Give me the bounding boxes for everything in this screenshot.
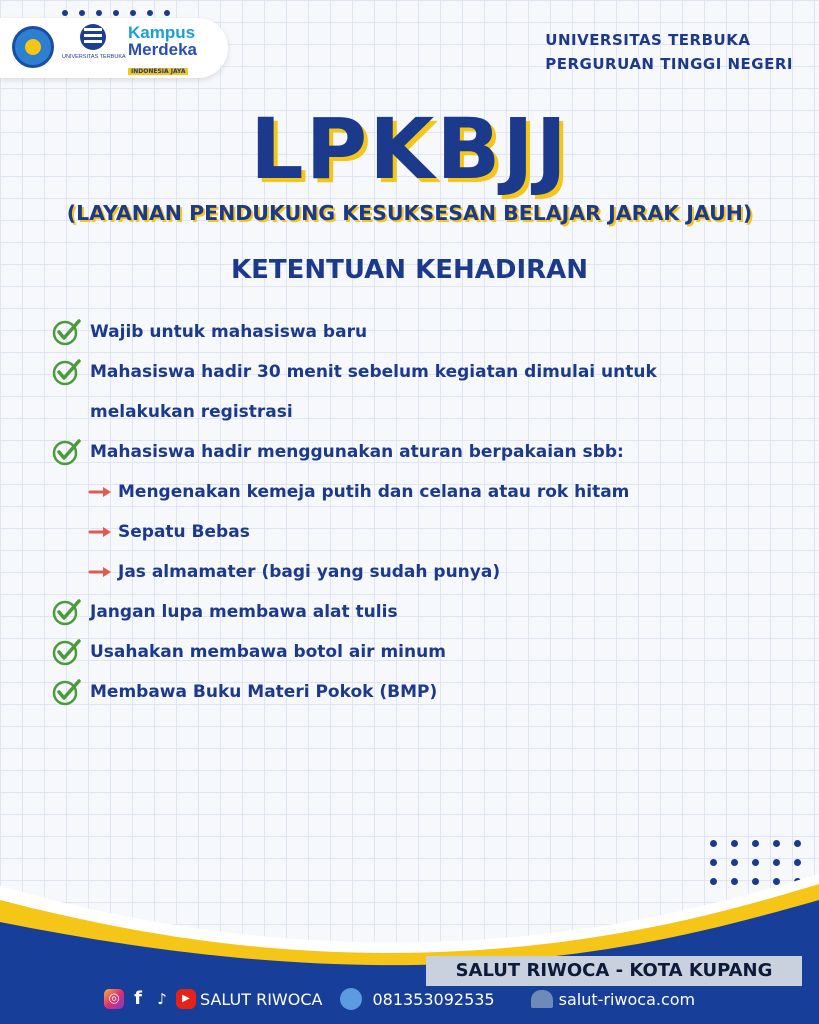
rule-text: Usahakan membawa botol air minum	[90, 642, 446, 662]
youtube-icon[interactable]: ▶	[176, 989, 196, 1009]
list-item-continuation	[52, 392, 772, 432]
footer-title: SALUT RIWOCA - KOTA KUPANG	[426, 956, 802, 986]
sub-list-item	[52, 472, 772, 512]
list-item	[52, 672, 772, 712]
website-link[interactable]: salut-riwoca.com	[558, 989, 696, 1009]
social-account-name[interactable]: SALUT RIWOCA	[200, 989, 323, 1009]
list-item	[52, 312, 772, 352]
list-item	[52, 632, 772, 672]
list-item	[52, 352, 772, 392]
rule-text: Mahasiswa hadir menggunakan aturan berpakaian sbb:	[90, 442, 624, 462]
tut-wuri-handayani-logo	[12, 26, 54, 68]
rule-text-part: Mahasiswa hadir	[90, 362, 257, 382]
sub-rule-text: Jas almamater (bagi yang sudah punya)	[118, 562, 501, 582]
kampus-merdeka-line1: Kampus	[128, 23, 196, 42]
institution-status: PERGURUAN TINGGI NEGERI	[545, 55, 793, 73]
check-icon	[52, 317, 82, 347]
page-subtitle: (LAYANAN PENDUKUNG KESUKSESAN BELAJAR JARAK JAUH)	[66, 201, 753, 225]
check-icon	[52, 437, 82, 467]
institution-name: UNIVERSITAS TERBUKA	[545, 31, 751, 49]
arrow-right-icon	[88, 485, 114, 499]
rule-text	[90, 362, 657, 382]
page-title: LPKBJJ	[250, 100, 569, 198]
facebook-icon[interactable]: f	[134, 988, 142, 1009]
rule-text-emphasis: 30 menit	[257, 362, 342, 382]
kampus-merdeka-line2: Merdeka	[128, 40, 197, 59]
phone-icon	[340, 988, 362, 1010]
kampus-merdeka-tagline: INDONESIA JAYA	[128, 68, 188, 75]
ut-globe-icon	[80, 24, 106, 50]
rules-list	[52, 312, 772, 712]
instagram-icon[interactable]: ◎	[104, 989, 124, 1009]
sub-list-item	[52, 552, 772, 592]
sub-list-item	[52, 512, 772, 552]
check-icon	[52, 637, 82, 667]
list-item	[52, 432, 772, 472]
section-heading: KETENTUAN KEHADIRAN	[230, 255, 589, 285]
tiktok-icon[interactable]: ♪	[157, 990, 167, 1008]
website-icon	[531, 990, 553, 1008]
arrow-right-icon	[88, 565, 114, 579]
arrow-right-icon	[88, 525, 114, 539]
check-icon	[52, 597, 82, 627]
phone-number[interactable]: 081353092535	[372, 989, 495, 1009]
decorative-dots-top	[62, 10, 172, 16]
sub-rule-text: Sepatu Bebas	[118, 522, 250, 542]
ut-logo-caption: UNIVERSITAS TERBUKA	[62, 54, 126, 60]
check-icon	[52, 677, 82, 707]
list-item	[52, 592, 772, 632]
rule-text: Membawa Buku Materi Pokok (BMP)	[90, 682, 438, 702]
check-icon	[52, 357, 82, 387]
rule-text: Jangan lupa membawa alat tulis	[90, 602, 398, 622]
rule-text-part: sebelum kegiatan dimulai untuk	[341, 362, 657, 382]
kampus-merdeka-logo	[128, 24, 216, 77]
universitas-terbuka-logo	[62, 24, 124, 72]
rule-text: Wajib untuk mahasiswa baru	[90, 322, 368, 342]
institution-block	[545, 28, 793, 76]
footer-contacts	[104, 988, 695, 1010]
logo-bar	[0, 18, 228, 78]
rule-text: melakukan registrasi	[90, 402, 293, 422]
sub-rule-text: Mengenakan kemeja putih dan celana atau rok hitam	[118, 482, 630, 502]
